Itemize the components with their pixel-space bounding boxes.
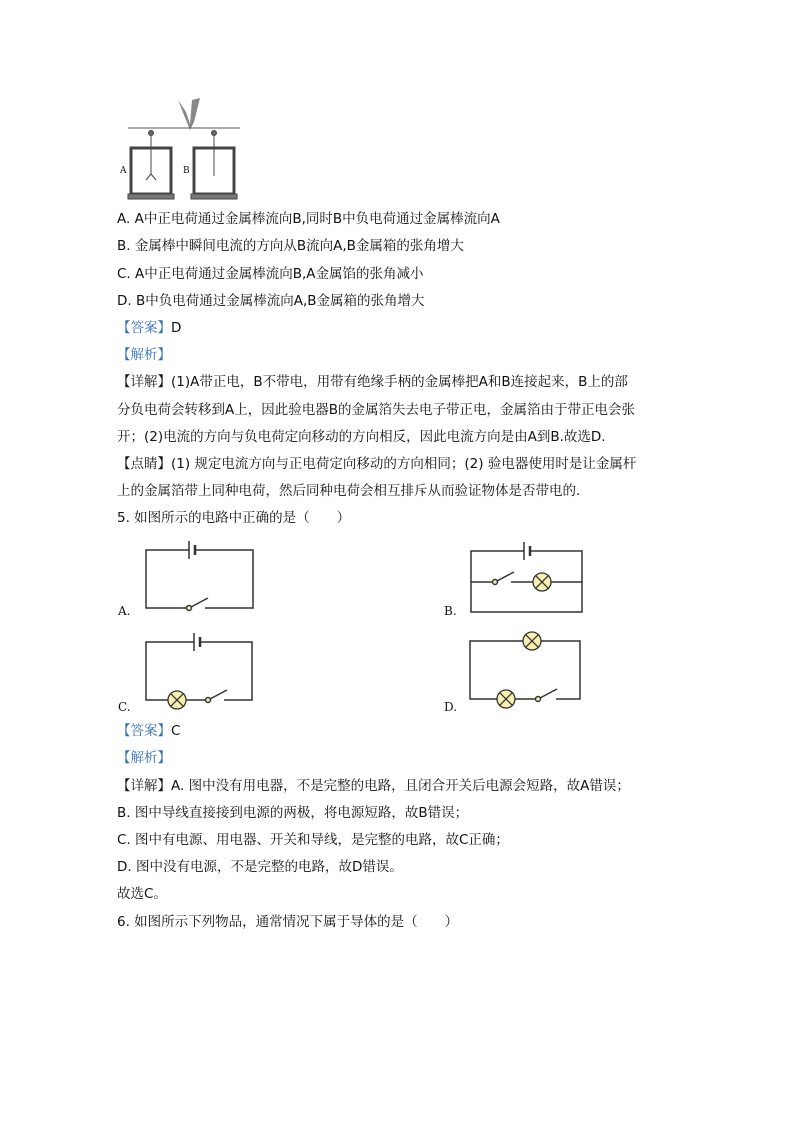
detail-line: D. 图中没有电源，不是完整的电路，故D错误。 <box>117 859 403 875</box>
circuit-label-d: D. <box>444 700 458 714</box>
answer-value: C <box>171 723 181 739</box>
answer-tag: 【答案】 <box>117 723 171 739</box>
detail-tag: 【详解】 <box>117 374 171 390</box>
circuit-label-b: B. <box>444 604 457 618</box>
lamp-icon <box>533 573 551 591</box>
point-line: 上的金属箔带上同种电荷，然后同种电荷会相互排斥从而验证物体是否带电的. <box>117 483 581 499</box>
circuit-b <box>471 542 582 612</box>
option-c: C. A中正电荷通过金属棒流向B,A金属馅的张角减小 <box>117 266 424 282</box>
answer-tag: 【答案】 <box>117 320 171 336</box>
detail-line: 分负电荷会转移到A上，因此验电器B的金属箔失去电子带正电，金属箔由于带正电会张 <box>117 402 635 418</box>
conclusion-line: 故选C。 <box>117 886 167 902</box>
lamp-icon <box>497 690 515 708</box>
circuit-c <box>146 633 252 709</box>
lamp-icon <box>523 632 541 650</box>
detail-line: 开；(2)电流的方向与负电荷定向移动的方向相反，因此电流方向是由A到B.故选D. <box>117 429 606 445</box>
circuit-label-c: C. <box>118 700 131 714</box>
point-tag: 【点睛】 <box>117 456 171 472</box>
point-text: (1) 规定电流方向与正电荷定向移动的方向相同；(2) 验电器使用时是让金属杆 <box>171 456 637 472</box>
detail-tag: 【详解】 <box>117 778 171 794</box>
circuit-label-a: A. <box>118 604 131 618</box>
option-b: B. 金属棒中瞬间电流的方向从B流向A,B金属箱的张角增大 <box>117 238 464 254</box>
option-a: A. A中正电荷通过金属棒流向B,同时B中负电荷通过金属棒流向A <box>117 211 500 227</box>
circuit-d <box>470 632 580 708</box>
option-d: D. B中负电荷通过金属棒流向A,B金属箱的张角增大 <box>117 293 425 309</box>
answer-line <box>117 723 180 739</box>
circuit-a <box>146 541 253 611</box>
analysis-tag: 【解析】 <box>117 750 171 766</box>
answer-value: D <box>171 320 182 336</box>
question-6: 6. 如图所示下列物品，通常情况下属于导体的是（ ） <box>117 914 459 930</box>
detail-text: (1)A带正电，B不带电，用带有绝缘手柄的金属棒把A和B连接起来，B上的部 <box>171 374 628 390</box>
detail-text: A. 图中没有用电器，不是完整的电路，且闭合开关后电源会短路，故A错误； <box>171 778 630 794</box>
label-b: B <box>183 166 190 176</box>
switch-pivot <box>187 606 192 611</box>
label-a: A <box>120 166 127 176</box>
lamp-icon <box>168 691 186 709</box>
question-5: 5. 如图所示的电路中正确的是（ ） <box>117 510 351 526</box>
detail-line: B. 图中导线直接接到电源的两极，将电源短路，故B错误； <box>117 805 469 821</box>
detail-line <box>117 778 630 794</box>
analysis-tag: 【解析】 <box>117 347 171 363</box>
detail-line: C. 图中有电源、用电器、开关和导线，是完整的电路，故C正确； <box>117 832 509 848</box>
